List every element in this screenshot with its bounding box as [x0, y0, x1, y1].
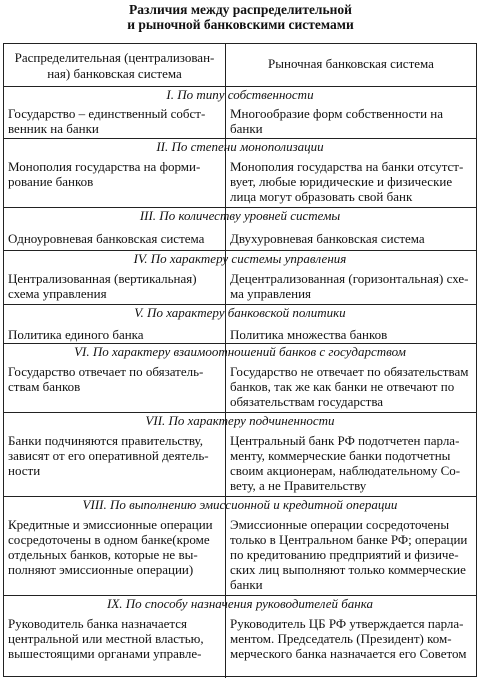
header-right	[226, 56, 476, 72]
section-right-cell	[230, 159, 476, 204]
cell-line: Многообразие форм собственности на	[230, 106, 444, 121]
section-left-cell	[8, 364, 224, 394]
section-right-cell	[230, 517, 476, 592]
section-right-cell	[230, 433, 476, 493]
cell-line: Монополия государства на форми-	[8, 159, 201, 174]
cell-line: Эмиссионные операции сосредоточены	[230, 517, 450, 532]
section-left-cell	[8, 106, 224, 136]
cell-line: Политика единого банка	[8, 327, 144, 342]
cell-line: центральной или местной властью,	[8, 631, 204, 646]
title-line-2: и рыночной банковскими системами	[127, 17, 354, 32]
section-heading: VIII. По выполнению эмиссионной и кредитной операции	[82, 497, 398, 512]
cell-line: только в Центральном банке РФ; операции	[230, 532, 468, 547]
section-heading: III. По количеству уровней системы	[139, 208, 341, 223]
cell-line: ских лиц выполняют только коммерческие	[230, 562, 466, 577]
cell-line: ма управления	[230, 286, 312, 301]
section-heading: IX. По способу назначения руководителей банка	[106, 596, 373, 611]
cell-line: схема управления	[8, 286, 107, 301]
cell-line: по кредитованию предприятий и физиче-	[230, 547, 459, 562]
cell-line: полняют эмиссионные операции)	[8, 562, 194, 577]
page-title	[0, 2, 481, 32]
cell-line: ментом. Председатель (Президент) ком-	[230, 631, 452, 646]
cell-line: Государство отвечает по обязатель-	[8, 364, 204, 379]
section-right-cell	[230, 616, 476, 661]
cell-line: банки	[230, 121, 263, 136]
cell-line: мерческого банка назначается его Советом	[230, 646, 467, 661]
section-heading: VI. По характеру взаимоотношений банков с государством	[74, 344, 406, 359]
section-left-cell	[8, 517, 224, 577]
cell-line: Государство – единственный собст-	[8, 106, 206, 121]
cell-line: зависят от его оперативной деятель-	[8, 448, 209, 463]
cell-line: банков, так же как банки не отвечают по	[230, 379, 455, 394]
section-right-cell	[230, 106, 476, 136]
section-right-cell	[230, 327, 476, 342]
cell-line: Двухуровневая банковская система	[230, 231, 425, 246]
cell-line: вует, любые юридические и физические	[230, 174, 453, 189]
section-right-cell	[230, 231, 476, 246]
cell-line: Монополия государства на банки отсутст-	[230, 159, 464, 174]
section-right-cell	[230, 271, 476, 301]
cell-line: ности	[8, 463, 41, 478]
cell-line: рование банков	[8, 174, 94, 189]
section-right-cell	[230, 364, 476, 409]
cell-line: банки	[230, 577, 263, 592]
cell-line: Центральный банк РФ подотчетен парла-	[230, 433, 460, 448]
section-left-cell	[8, 327, 224, 342]
header-left-line-1: Распределительная (централизован-	[14, 50, 215, 65]
comparison-table	[3, 43, 477, 677]
cell-line: Одноуровневая банковская система	[8, 231, 205, 246]
section-left-cell	[8, 231, 224, 246]
cell-line: обязательствам государства	[230, 394, 384, 409]
title-line-1: Различия между распределительной	[129, 2, 352, 17]
section-heading: V. По характеру банковской политики	[134, 305, 346, 320]
cell-line: сосредоточены в одном банке(кроме	[8, 532, 210, 547]
section-left-cell	[8, 616, 224, 661]
section-heading: VII. По характеру подчиненности	[145, 413, 335, 428]
cell-line: менту, коммерческие банки подотчетны	[230, 448, 451, 463]
cell-line: своим акционерам, наблюдательному Со-	[230, 463, 461, 478]
cell-line: Централизованная (вертикальная)	[8, 271, 197, 286]
section-heading: II. По степени монополизации	[156, 139, 324, 154]
cell-line: ствам банков	[8, 379, 81, 394]
header-right-text: Рыночная банковская система	[268, 56, 434, 71]
header-left	[4, 50, 225, 82]
cell-line: Банки подчиняются правительству,	[8, 433, 204, 448]
section-left-cell	[8, 159, 224, 189]
cell-line: Руководитель банка назначается	[8, 616, 187, 631]
section-heading: IV. По характеру системы управления	[133, 251, 347, 266]
cell-line: отдельных банков, которые не вы-	[8, 547, 198, 562]
cell-line: Децентрализованная (горизонтальная) схе-	[230, 271, 469, 286]
header-left-line-2: ная) банковская система	[47, 66, 182, 81]
cell-line: Кредитные и эмиссионные операции	[8, 517, 213, 532]
cell-line: венник на банки	[8, 121, 99, 136]
section-left-cell	[8, 433, 224, 478]
section-heading: I. По типу собственности	[166, 87, 314, 102]
cell-line: вышестоящими органами управле-	[8, 646, 202, 661]
cell-line: Руководитель ЦБ РФ утверждается парла-	[230, 616, 464, 631]
section-left-cell	[8, 271, 224, 301]
cell-line: Государство не отвечает по обязательствам	[230, 364, 469, 379]
cell-line: лица могут образовать свой банк	[230, 189, 413, 204]
cell-line: Политика множества банков	[230, 327, 388, 342]
cell-line: вету, а не Правительству	[230, 478, 367, 493]
